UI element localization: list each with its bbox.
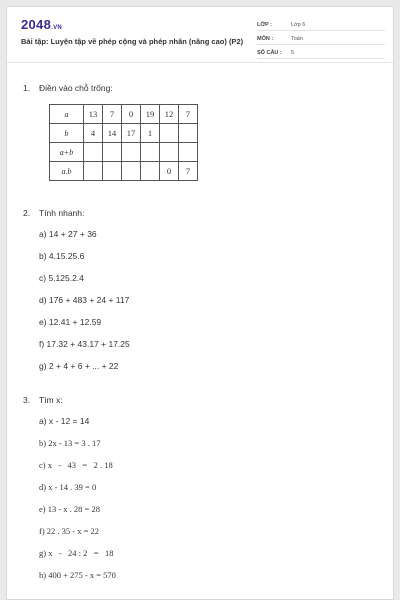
table-cell: a.b: [50, 162, 84, 181]
table-cell: [103, 143, 122, 162]
table-cell: [122, 143, 141, 162]
meta-label: SỐ CÂU :: [257, 50, 282, 56]
table-row: [50, 162, 198, 181]
table-cell: b: [50, 124, 84, 143]
meta-value: 5: [291, 50, 295, 56]
meta-label: MÔN :: [257, 36, 274, 42]
table-cell: [141, 162, 160, 181]
table-cell: [179, 143, 198, 162]
list-item: a) 14 + 27 + 36: [39, 229, 97, 239]
table-cell: 12: [160, 105, 179, 124]
table-cell: [141, 143, 160, 162]
fill-in-table: [49, 104, 198, 181]
question-3-title: [23, 395, 63, 405]
table-cell: [84, 162, 103, 181]
table-cell: 14: [103, 124, 122, 143]
table-cell: 4: [84, 124, 103, 143]
table-cell: 0: [160, 162, 179, 181]
list-item: d) 176 + 483 + 24 + 117: [39, 295, 130, 305]
table-cell: 7: [179, 105, 198, 124]
logo-main-text: 2048: [21, 17, 52, 32]
table-cell: [179, 124, 198, 143]
list-item: g) 2 + 4 + 6 + ... + 22: [39, 361, 119, 371]
question-number: 1.: [23, 83, 31, 93]
table-cell: [103, 162, 122, 181]
list-item: a) x - 12 = 14: [39, 416, 90, 426]
meta-row-subject: [257, 34, 385, 45]
table-cell: [84, 143, 103, 162]
list-item: c) 5.125.2.4: [39, 273, 84, 283]
table-cell: [160, 124, 179, 143]
meta-row-question-count: [257, 48, 385, 59]
meta-row-class: [257, 20, 385, 31]
list-item: f) 22 . 35 - x = 22: [39, 526, 100, 536]
list-item: h) 400 + 275 - x = 570: [39, 570, 116, 580]
document-page: [6, 6, 394, 600]
list-item: f) 17.32 + 43.17 + 17.25: [39, 339, 130, 349]
table-row: [50, 105, 198, 124]
list-item: b) 2x - 13 = 3 . 17: [39, 438, 101, 448]
table-cell: 13: [84, 105, 103, 124]
document-title: Bài tập: Luyện tập về phép cộng và phép nhân (nâng cao) (P2): [21, 37, 244, 46]
question-text: Tìm x:: [39, 395, 63, 405]
meta-value: Toán: [291, 36, 303, 42]
list-item: d) x - 14 . 39 = 0: [39, 482, 97, 492]
list-item: g) x - 24 : 2 = 18: [39, 548, 114, 558]
table-cell: 19: [141, 105, 160, 124]
table-cell: 17: [122, 124, 141, 143]
question-1-title: [23, 83, 113, 93]
question-text: Tính nhanh:: [39, 208, 85, 218]
question-number: 3.: [23, 395, 31, 405]
table-cell: 1: [141, 124, 160, 143]
logo-sub-text: .VN: [51, 25, 63, 31]
table-cell: a+b: [50, 143, 84, 162]
list-item: e) 12.41 + 12.59: [39, 317, 102, 327]
table-row: [50, 124, 198, 143]
table-cell: a: [50, 105, 84, 124]
table-cell: 0: [122, 105, 141, 124]
meta-label: LỚP :: [257, 22, 272, 28]
table-cell: 7: [103, 105, 122, 124]
table-cell: [122, 162, 141, 181]
question-2-title: [23, 208, 84, 218]
table-row: [50, 143, 198, 162]
meta-value: Lớp 6: [291, 22, 306, 28]
list-item: b) 4.15.25.6: [39, 251, 85, 261]
document-header: [7, 7, 394, 63]
list-item: c) x - 43 = 2 . 18: [39, 460, 113, 470]
site-logo[interactable]: [21, 17, 62, 32]
question-number: 2.: [23, 208, 31, 218]
list-item: e) 13 - x . 28 = 28: [39, 504, 100, 514]
table-cell: 7: [179, 162, 198, 181]
table-cell: [160, 143, 179, 162]
question-text: Điền vào chỗ trống:: [39, 83, 113, 93]
